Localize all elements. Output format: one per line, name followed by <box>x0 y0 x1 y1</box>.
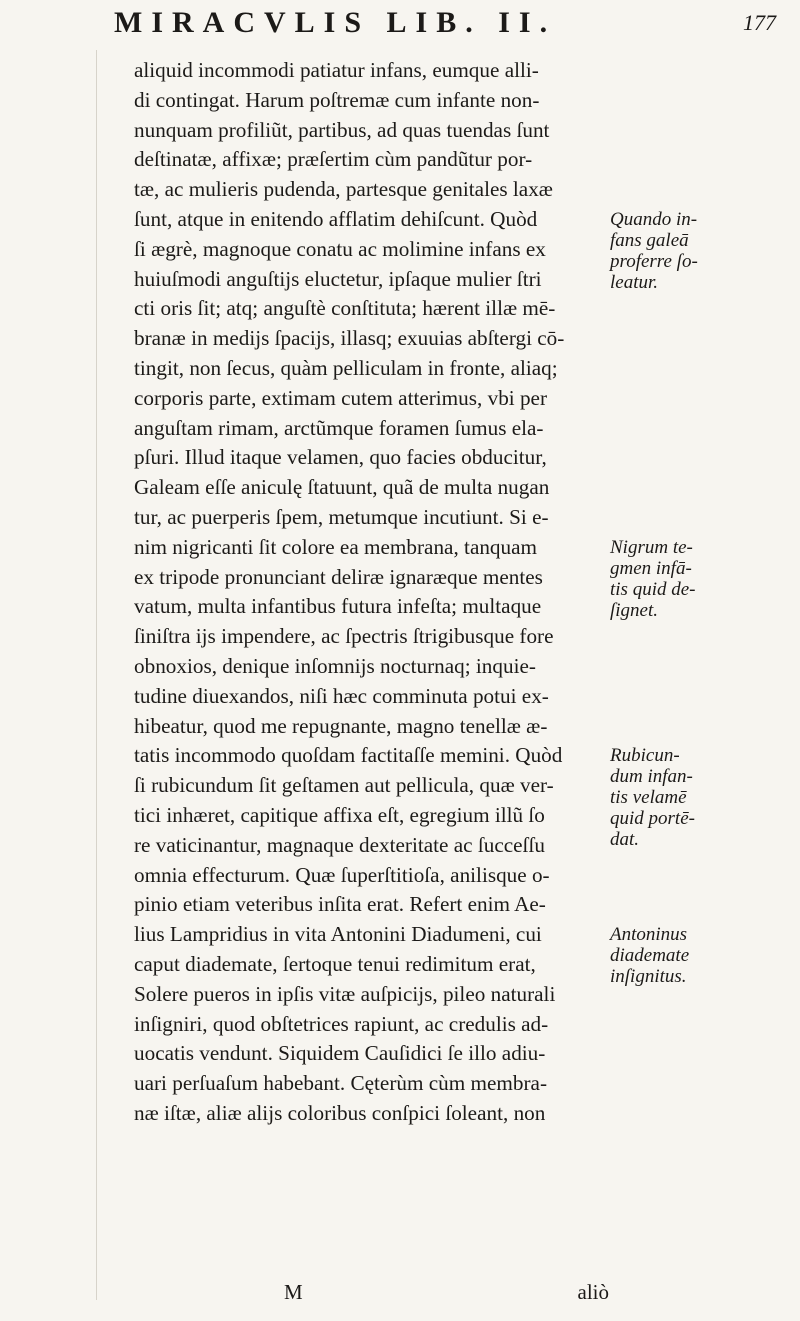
text-line: caput diademate, ſertoque tenui redimitum erat, <box>134 951 536 976</box>
text-line: nunquam profiliũt, partibus, ad quas tuendas ſunt <box>134 117 550 142</box>
margin-note <box>610 924 790 987</box>
text-line: tur, ac puerperis ſpem, metumque incutiunt. Si e- <box>134 504 549 529</box>
margin-note-line: diademate <box>610 945 690 967</box>
text-line: uari perſuaſum habebant. Cęterùm cùm membra- <box>134 1071 548 1096</box>
margin-note-line: Quando in- <box>610 209 698 230</box>
body-text <box>134 56 609 1129</box>
margin-note-line: tis quid de- <box>610 578 696 600</box>
margin-note-line: ſignet. <box>610 599 659 621</box>
text-line: Galeam eſſe aniculę ſtatuunt, quã de multa nugan <box>134 475 550 500</box>
text-line: ſi rubicundum ſit geſtamen aut pellicula, quæ ver- <box>134 773 554 798</box>
margin-note <box>610 537 790 621</box>
gutter-edge <box>96 50 117 1300</box>
margin-note-line: leatur. <box>610 272 659 293</box>
margin-note <box>610 745 790 850</box>
margin-note-line: dum infan- <box>610 766 693 788</box>
text-line: ſiniſtra ijs impendere, ac ſpectris ſtrigibusque fore <box>134 624 554 649</box>
margin-note-line: gmen infā- <box>610 557 692 579</box>
text-line: anguſtam rimam, arctũmque foramen ſumus ela- <box>134 415 544 440</box>
margin-note-line: quid portē- <box>610 808 695 830</box>
text-line: aliquid incommodi patiatur infans, eumque alli- <box>134 58 539 82</box>
text-line: hibeatur, quod me repugnante, magno tenellæ æ- <box>134 713 548 738</box>
margin-note-line: tis velamē <box>610 787 687 809</box>
text-line: cti oris ſit; atq; anguſtè conſtituta; hærent illæ mē- <box>134 296 556 321</box>
page-number: 177 <box>743 10 776 35</box>
margin-note-line: inſignitus. <box>610 966 687 988</box>
text-line: tingit, non ſecus, quàm pelliculam in fronte, aliaq; <box>134 355 558 380</box>
text-line: obnoxios, denique inſomnijs nocturnaq; inquie- <box>134 653 536 678</box>
text-line: di contingat. Harum poſtremæ cum infante non- <box>134 87 540 112</box>
text-line: pſuri. Illud itaque velamen, quo facies obducitur, <box>134 445 547 470</box>
text-line: branæ in medijs ſpacijs, illasq; exuuias abſtergi cō- <box>134 326 565 351</box>
page-footer <box>134 1280 609 1310</box>
text-line: corporis parte, extimam cutem atterimus, vbi per <box>134 385 548 410</box>
text-line: tæ, ac mulieris pudenda, partesque genitales laxæ <box>134 177 553 202</box>
text-line: pinio etiam veteribus inſita erat. Refert enim Ae- <box>134 892 546 917</box>
text-line: omnia effecturum. Quæ ſuperſtitioſa, anilisque o- <box>134 862 550 887</box>
text-line: næ iſtæ, aliæ alijs coloribus conſpici ſoleant, non <box>134 1100 546 1125</box>
text-line: inſigniri, quod obſtetrices rapiunt, ac credulis ad- <box>134 1011 549 1036</box>
text-line: re vaticinantur, magnaque dexteritate ac ſucceſſu <box>134 832 545 857</box>
text-line: ſunt, atque in enitendo afflatim dehiſcunt. Quòd <box>134 206 538 231</box>
signature-mark: M <box>284 1280 303 1304</box>
text-line: deſtinatæ, affixæ; præſertim cùm pandũtur por- <box>134 147 533 172</box>
margin-note-line: Rubicun- <box>610 745 680 767</box>
text-line: lius Lampridius in vita Antonini Diadumeni, cui <box>134 922 542 947</box>
text-line: Solere pueros in ipſis vitæ auſpicijs, pileo naturali <box>134 981 556 1006</box>
text-line: tici inhæret, capitique affixa eſt, egregium illũ ſo <box>134 802 545 827</box>
margin-note-line: proferre ſo- <box>610 251 698 272</box>
text-line: ex tripode pronunciant deliræ ignaræque mentes <box>134 564 543 589</box>
text-line: nim nigricanti ſit colore ea membrana, tanquam <box>134 534 538 559</box>
text-line: tudine diuexandos, niſi hæc comminuta potui ex- <box>134 683 549 708</box>
text-line: huiuſmodi anguſtijs eluctetur, ipſaque mulier ſtri <box>134 266 542 291</box>
text-line: ſi ægrè, magnoque conatu ac molimine infans ex <box>134 236 546 261</box>
page-header <box>100 6 780 46</box>
running-head: MIRACVLIS LIB. II. <box>114 6 557 39</box>
catchword: aliò <box>577 1280 609 1304</box>
margin-note-line: dat. <box>610 829 640 851</box>
margin-note-line: fans galeā <box>610 230 689 251</box>
text-line: tatis incommodo quoſdam factitaſſe memini. Quòd <box>134 743 563 768</box>
text-line: vatum, multa infantibus futura infeſta; multaque <box>134 594 542 619</box>
margin-note-line: Nigrum te- <box>610 536 693 558</box>
margin-note <box>610 209 790 293</box>
margin-note-line: Antoninus <box>610 924 688 946</box>
text-line: uocatis vendunt. Siquidem Cauſidici ſe illo adiu- <box>134 1041 546 1066</box>
